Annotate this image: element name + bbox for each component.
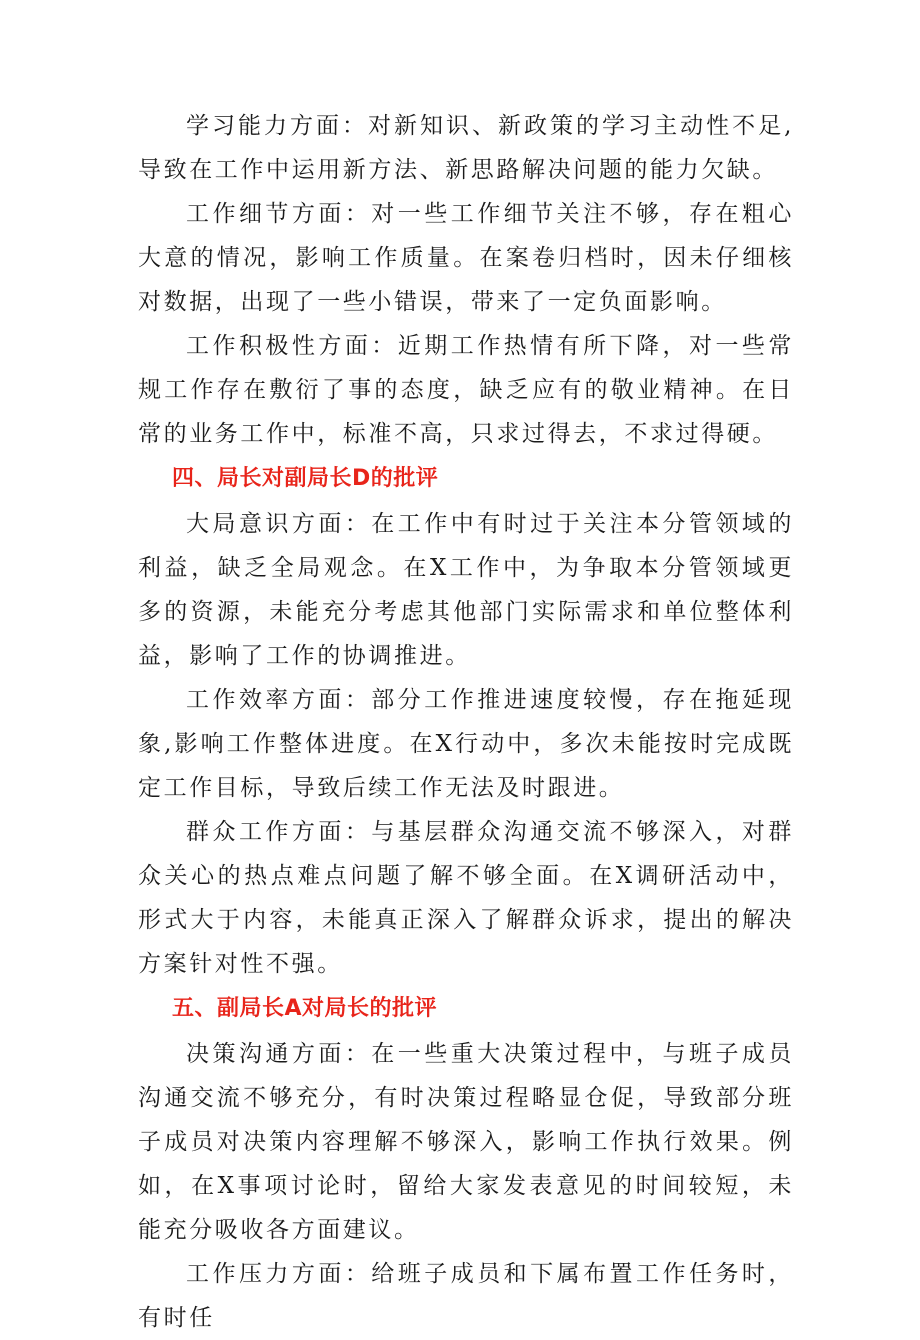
paragraph-work-details: 工作细节方面：对一些工作细节关注不够，存在粗心大意的情况，影响工作质量。在案卷归档时，因未仔细核对数据，出现了一些小错误，带来了一定负面影响。 — [138, 201, 794, 315]
paragraph-learning-ability: 学习能力方面：对新知识、新政策的学习主动性不足,导致在工作中运用新方法、新思路解决问题的能力欠缺。 — [138, 113, 794, 183]
document-page — [138, 104, 794, 1340]
paragraph-decision-communication: 决策沟通方面：在一些重大决策过程中，与班子成员沟通交流不够充分，有时决策过程略显仓促，导致部分班子成员对决策内容理解不够深入，影响工作执行效果。例如，在X事项讨论时，留给大家发表意见的时间较短，未能充分吸收各方面建议。 — [138, 1041, 794, 1243]
paragraph-work-efficiency: 工作效率方面：部分工作推进速度较慢，存在拖延现象,影响工作整体进度。在X行动中，多次未能按时完成既定工作目标，导致后续工作无法及时跟进。 — [138, 687, 794, 801]
paragraph-overall-awareness: 大局意识方面：在工作中有时过于关注本分管领域的利益，缺乏全局观念。在X工作中，为争取本分管领域更多的资源，未能充分考虑其他部门实际需求和单位整体利益，影响了工作的协调推进。 — [138, 511, 794, 669]
section-heading-4: 四、局长对副局长D的批评 — [172, 466, 439, 491]
section-heading-5: 五、副局长A对局长的批评 — [172, 996, 438, 1021]
paragraph-mass-work: 群众工作方面：与基层群众沟通交流不够深入，对群众关心的热点难点问题了解不够全面。在X调研活动中，形式大于内容，未能真正深入了解群众诉求，提出的解决方案针对性不强。 — [138, 819, 794, 977]
paragraph-work-enthusiasm: 工作积极性方面：近期工作热情有所下降，对一些常规工作存在敷衍了事的态度，缺乏应有的敬业精神。在日常的业务工作中，标准不高，只求过得去，不求过得硬。 — [138, 333, 794, 447]
paragraph-work-pressure: 工作压力方面：给班子成员和下属布置工作任务时，有时任 — [138, 1261, 794, 1331]
